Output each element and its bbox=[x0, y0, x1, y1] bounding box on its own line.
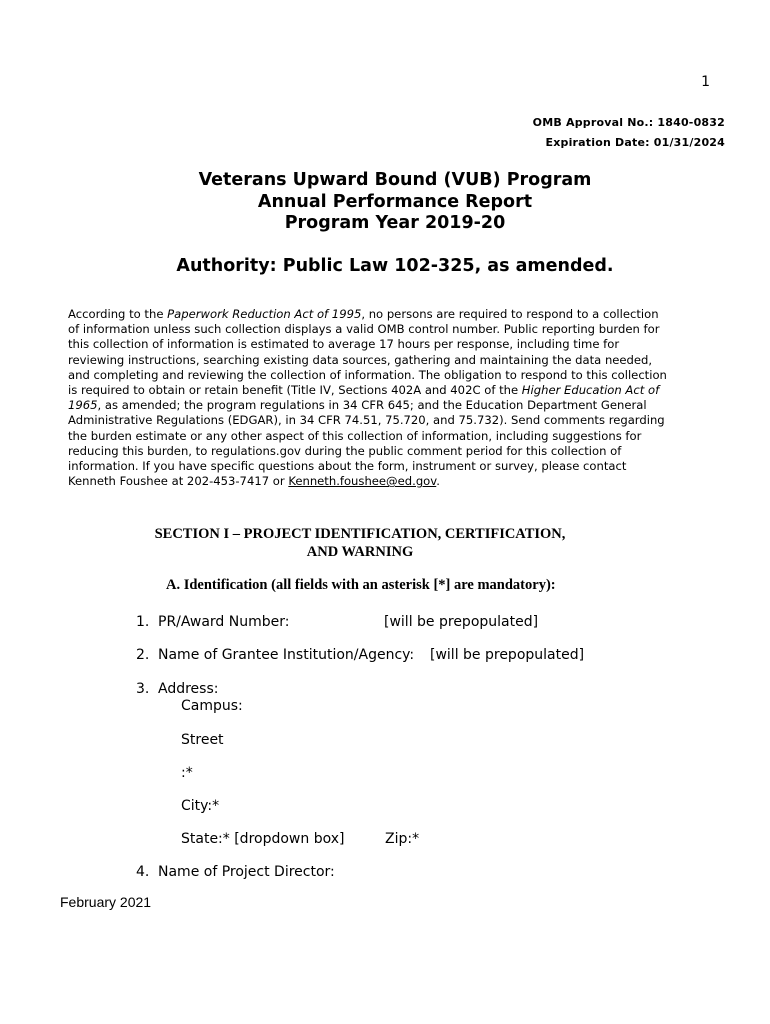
page-number: 1 bbox=[701, 74, 710, 90]
item-number-1: 1. bbox=[136, 614, 150, 630]
address-label: Address: bbox=[158, 681, 219, 697]
authority-statement: Authority: Public Law 102-325, as amended. bbox=[176, 256, 614, 276]
footer-date: February 2021 bbox=[60, 894, 152, 910]
contact-email-link[interactable]: Kenneth.foushee@ed.gov bbox=[288, 474, 437, 489]
document-title-line-1: Veterans Upward Bound (VUB) Program bbox=[198, 170, 592, 190]
street-field-label: Street bbox=[181, 732, 224, 748]
omb-approval-number: OMB Approval No.: 1840-0832 bbox=[532, 116, 725, 129]
document-title-line-2: Annual Performance Report bbox=[257, 192, 533, 212]
grantee-institution-value: [will be prepopulated] bbox=[430, 647, 585, 663]
campus-field-label: Campus: bbox=[181, 698, 243, 714]
paperwork-burden-statement: According to the Paperwork Reduction Act of 1995, no persons are required to respond to a collection of information unless such collection displays a valid OMB control number. Public reporting burden for this collection of information is estimated to average 17 hours per response, including time for reviewing instructions, searching existing data sources, gathering and maintaining the data needed, and completing and reviewing the collection of information. The obligation to respond to this collection is required to obtain or retain benefit (Title IV, Sections 402A and 402C of the Higher Education Act of 1965, as amended; the program regulations in 34 CFR 645; and the Education Department General Administrative Regulations (EDGAR), in 34 CFR 74.51, 75.720, and 75.732). Send comments regarding the burden estimate or any other aspect of this collection of information, including suggestions for reducing this burden, to regulations.gov during the public comment period for this collection of information. If you have specific questions about the form, instrument or survey, please contact Kenneth Foushee at 202-453-7417 or Kenneth.foushee@ed.gov. bbox=[68, 307, 667, 489]
item-number-2: 2. bbox=[136, 647, 150, 663]
pr-award-number-value: [will be prepopulated] bbox=[384, 614, 539, 630]
item-number-3: 3. bbox=[136, 681, 150, 697]
item-number-4: 4. bbox=[136, 864, 150, 880]
zip-field-label: Zip:* bbox=[385, 831, 420, 847]
city-field-label: City:* bbox=[181, 798, 220, 814]
section-heading-line-2: AND WARNING bbox=[306, 544, 414, 560]
project-director-label: Name of Project Director: bbox=[158, 864, 335, 880]
expiration-date: Expiration Date: 01/31/2024 bbox=[545, 136, 725, 149]
identification-subheading: A. Identification (all fields with an asterisk [*] are mandatory): bbox=[166, 577, 556, 593]
pr-award-number-label: PR/Award Number: bbox=[158, 614, 290, 630]
section-heading-line-1: SECTION I – PROJECT IDENTIFICATION, CERTIFICATION, bbox=[154, 526, 566, 542]
document-title-line-3: Program Year 2019-20 bbox=[284, 213, 506, 233]
state-field-label: State:* [dropdown box] bbox=[181, 831, 345, 847]
grantee-institution-label: Name of Grantee Institution/Agency: bbox=[158, 647, 415, 663]
street-field-required-marker: :* bbox=[181, 765, 193, 781]
